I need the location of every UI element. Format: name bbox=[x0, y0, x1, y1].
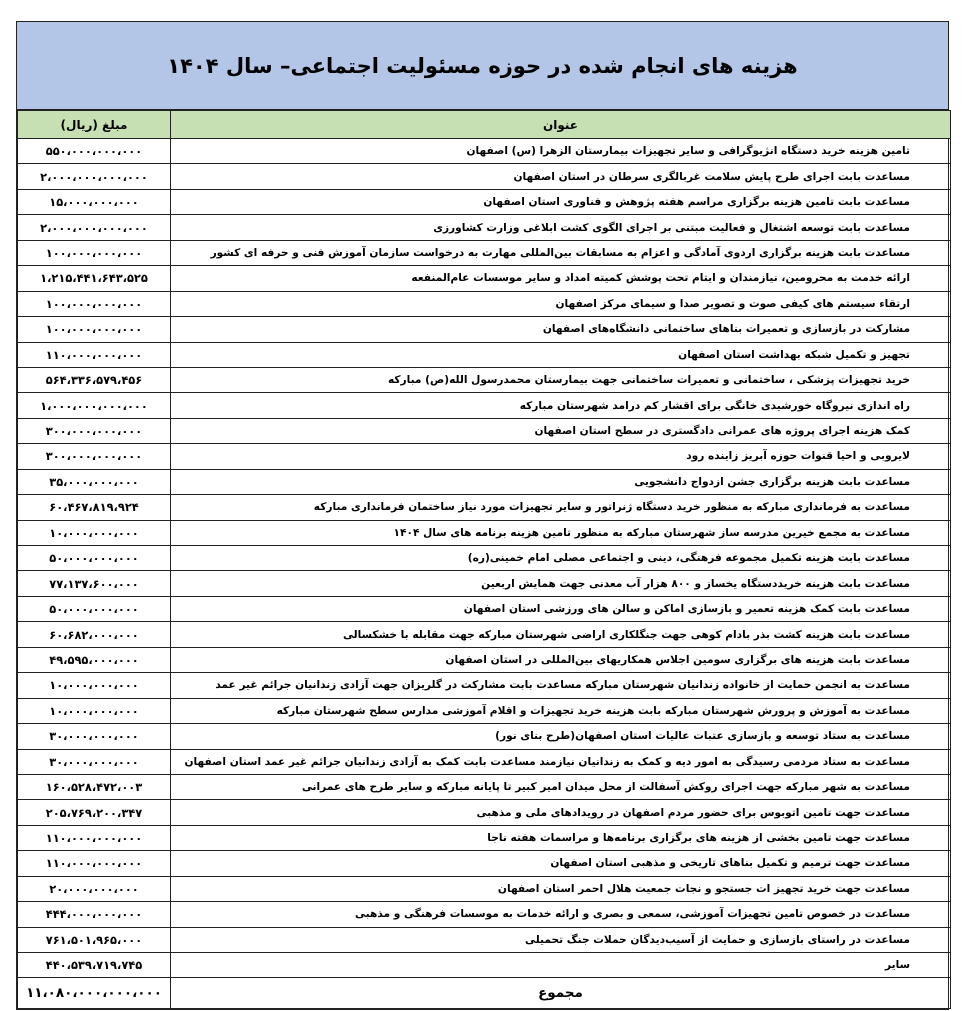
row-amount: ۶۰،۶۸۲،۰۰۰،۰۰۰ bbox=[18, 622, 171, 647]
row-amount: ۲،۰۰۰،۰۰۰،۰۰۰،۰۰۰ bbox=[18, 164, 171, 189]
row-title: مشارکت در بازسازی و تعمیرات بناهای ساختمانی دانشگاه‌های اصفهان bbox=[171, 317, 951, 342]
row-title: خرید تجهیزات پزشکی ، ساختمانی و تعمیرات ساختمانی جهت بیمارستان محمدرسول الله(ص) مبارکه bbox=[171, 367, 951, 392]
row-amount: ۲،۰۰۰،۰۰۰،۰۰۰،۰۰۰ bbox=[18, 215, 171, 240]
row-amount: ۴۹،۵۹۵،۰۰۰،۰۰۰ bbox=[18, 647, 171, 672]
table-row bbox=[18, 367, 951, 392]
row-title: مساعدت بابت هزینه کشت بذر بادام کوهی جهت جنگلکاری اراضی شهرستان مبارکه جهت مقابله با خشکسالی bbox=[171, 622, 951, 647]
table-row bbox=[18, 698, 951, 723]
row-title: راه اندازی نیروگاه خورشیدی خانگی برای اقشار کم درامد شهرستان مبارکه bbox=[171, 393, 951, 418]
table-row bbox=[18, 622, 951, 647]
row-amount: ۳۵،۰۰۰،۰۰۰،۰۰۰ bbox=[18, 469, 171, 494]
row-amount: ۱۰۰،۰۰۰،۰۰۰،۰۰۰ bbox=[18, 240, 171, 265]
row-amount: ۱۰۰،۰۰۰،۰۰۰،۰۰۰ bbox=[18, 291, 171, 316]
table-row bbox=[18, 469, 951, 494]
table-body bbox=[18, 139, 951, 978]
row-title: مساعدت به شهر مبارکه جهت اجرای روکش آسفالت از محل میدان امیر کبیر تا پایانه مبارکه و سایر طرح های عمرانی bbox=[171, 774, 951, 799]
row-amount: ۳۰،۰۰۰،۰۰۰،۰۰۰ bbox=[18, 749, 171, 774]
row-amount: ۱۰،۰۰۰،۰۰۰،۰۰۰ bbox=[18, 520, 171, 545]
table-row bbox=[18, 774, 951, 799]
row-amount: ۴۴۰،۵۳۹،۷۱۹،۷۴۵ bbox=[18, 953, 171, 978]
row-title: مساعدت بابت هزینه برگزاری جشن ازدواج دانشجویی bbox=[171, 469, 951, 494]
column-header-amount: مبلغ (ریال) bbox=[18, 111, 171, 139]
row-title: مساعدت بابت تامین هزینه برگزاری مراسم هفته پژوهش و فناوری استان اصفهان bbox=[171, 189, 951, 214]
row-amount: ۱۰۰،۰۰۰،۰۰۰،۰۰۰ bbox=[18, 317, 171, 342]
table-row bbox=[18, 393, 951, 418]
row-title: مساعدت بابت هزینه خریددستگاه یخساز و ۸۰۰ هزار آب معدنی جهت همایش اربعین bbox=[171, 571, 951, 596]
row-amount: ۷۶۱،۵۰۱،۹۶۵،۰۰۰ bbox=[18, 927, 171, 952]
row-amount: ۱۰،۰۰۰،۰۰۰،۰۰۰ bbox=[18, 698, 171, 723]
row-title: مساعدت بابت هزینه تکمیل مجموعه فرهنگی، دینی و اجتماعی مصلی امام خمینی(ره) bbox=[171, 546, 951, 571]
row-title: مساعدت بابت کمک هزینه تعمیر و بازسازی اماکن و سالن های ورزشی استان اصفهان bbox=[171, 596, 951, 621]
row-title: مساعدت جهت خرید تجهیز ات جستجو و نجات جمعیت هلال احمر استان اصفهان bbox=[171, 876, 951, 901]
row-amount: ۷۷،۱۳۷،۶۰۰،۰۰۰ bbox=[18, 571, 171, 596]
row-title: مساعدت به فرمانداری مبارکه به منظور خرید دستگاه ژنراتور و سایر تجهیزات مورد نیاز ساختمان فرمانداری مبارکه bbox=[171, 495, 951, 520]
row-amount: ۵۰،۰۰۰،۰۰۰،۰۰۰ bbox=[18, 546, 171, 571]
table-row bbox=[18, 342, 951, 367]
table-row bbox=[18, 800, 951, 825]
row-amount: ۱۱۰،۰۰۰،۰۰۰،۰۰۰ bbox=[18, 342, 171, 367]
row-title: سایر bbox=[171, 953, 951, 978]
row-amount: ۳۰۰،۰۰۰،۰۰۰،۰۰۰ bbox=[18, 418, 171, 443]
table-row bbox=[18, 139, 951, 164]
row-title: ارتقاء سیستم های کیفی صوت و تصویر صدا و سیمای مرکز اصفهان bbox=[171, 291, 951, 316]
row-amount: ۳۰۰،۰۰۰،۰۰۰،۰۰۰ bbox=[18, 444, 171, 469]
table-row bbox=[18, 444, 951, 469]
row-title: تامین هزینه خرید دستگاه انژیوگرافی و سایر تجهیزات بیمارستان الزهرا (س) اصفهان bbox=[171, 139, 951, 164]
row-amount: ۱۶۰،۵۲۸،۴۷۲،۰۰۳ bbox=[18, 774, 171, 799]
row-title: مساعدت در راستای بازسازی و حمایت از آسیب‌دیدگان حملات جنگ تحمیلی bbox=[171, 927, 951, 952]
row-amount: ۱۱۰،۰۰۰،۰۰۰،۰۰۰ bbox=[18, 825, 171, 850]
table-row bbox=[18, 673, 951, 698]
row-amount: ۲۰،۰۰۰،۰۰۰،۰۰۰ bbox=[18, 876, 171, 901]
table-row bbox=[18, 825, 951, 850]
row-amount: ۱۱۰،۰۰۰،۰۰۰،۰۰۰ bbox=[18, 851, 171, 876]
table-row bbox=[18, 215, 951, 240]
row-title: لایروبی و احیا قنوات حوزه آبریز زاینده رود bbox=[171, 444, 951, 469]
row-amount: ۵۰،۰۰۰،۰۰۰،۰۰۰ bbox=[18, 596, 171, 621]
table-row bbox=[18, 266, 951, 291]
row-title: مساعدت به ستاد توسعه و بازسازی عتبات عالیات استان اصفهان(طرح بنای نور) bbox=[171, 724, 951, 749]
row-title: مساعدت بابت توسعه اشتغال و فعالیت مبتنی بر اجرای الگوی کشت ابلاغی وزارت کشاورزی bbox=[171, 215, 951, 240]
row-title: مساعدت به ستاد مردمی رسیدگی به امور دیه و کمک به زندانیان نیازمند مساعدت بابت کمک به آزادی زندانیان جرائم غیر عمد استان اصفهان bbox=[171, 749, 951, 774]
row-title: مساعدت به انجمن حمایت از خانواده زندانیان شهرستان مبارکه مساعدت بابت مشارکت در گلریزان جهت آزادی زندانیان جرائم غیر عمد bbox=[171, 673, 951, 698]
row-title: مساعدت به مجمع خیرین مدرسه ساز شهرستان مبارکه به منظور تامین هزینه برنامه های سال ۱۴۰۴ bbox=[171, 520, 951, 545]
row-amount: ۲۰۵،۷۶۹،۲۰۰،۳۴۷ bbox=[18, 800, 171, 825]
row-title: مساعدت به آموزش و پرورش شهرستان مبارکه بابت هزینه خرید تجهیزات و اقلام آموزشی مدارس سطح شهرستان مبارکه bbox=[171, 698, 951, 723]
row-amount: ۳۰،۰۰۰،۰۰۰،۰۰۰ bbox=[18, 724, 171, 749]
table-row bbox=[18, 418, 951, 443]
expenses-sheet bbox=[16, 21, 949, 1010]
row-amount: ۶۰،۴۶۷،۸۱۹،۹۲۴ bbox=[18, 495, 171, 520]
expenses-table bbox=[17, 110, 951, 1009]
table-row bbox=[18, 495, 951, 520]
table-row bbox=[18, 317, 951, 342]
row-title: کمک هزینه اجرای پروژه های عمرانی دادگستری در سطح استان اصفهان bbox=[171, 418, 951, 443]
row-title: ارائه خدمت به محرومین، نیازمندان و ایتام تحت پوشش کمیته امداد و سایر موسسات عام‌المنفعه bbox=[171, 266, 951, 291]
total-row bbox=[18, 978, 951, 1009]
table-header-row bbox=[18, 111, 951, 139]
row-amount: ۱۵،۰۰۰،۰۰۰،۰۰۰ bbox=[18, 189, 171, 214]
row-title: مساعدت جهت تامین اتوبوس برای حضور مردم اصفهان در رویدادهای ملی و مذهبی bbox=[171, 800, 951, 825]
table-row bbox=[18, 902, 951, 927]
table-row bbox=[18, 749, 951, 774]
column-header-title: عنوان bbox=[171, 111, 951, 139]
table-row bbox=[18, 240, 951, 265]
table-row bbox=[18, 876, 951, 901]
table-row bbox=[18, 520, 951, 545]
total-label: مجموع bbox=[171, 978, 951, 1009]
row-amount: ۴۴۴،۰۰۰،۰۰۰،۰۰۰ bbox=[18, 902, 171, 927]
table-row bbox=[18, 546, 951, 571]
row-title: مساعدت بابت هزینه های برگزاری سومین اجلاس همکاریهای بین‌المللی در استان اصفهان bbox=[171, 647, 951, 672]
row-amount: ۵۶۴،۳۳۶،۵۷۹،۴۵۶ bbox=[18, 367, 171, 392]
row-title: مساعدت جهت تامین بخشی از هزینه های برگزاری برنامه‌ها و مراسمات هفته ناجا bbox=[171, 825, 951, 850]
row-amount: ۱،۲۱۵،۴۴۱،۶۴۳،۵۲۵ bbox=[18, 266, 171, 291]
table-row bbox=[18, 953, 951, 978]
table-row bbox=[18, 189, 951, 214]
table-row bbox=[18, 724, 951, 749]
row-amount: ۱،۰۰۰،۰۰۰،۰۰۰،۰۰۰ bbox=[18, 393, 171, 418]
row-title: تجهیز و تکمیل شبکه بهداشت استان اصفهان bbox=[171, 342, 951, 367]
table-row bbox=[18, 291, 951, 316]
row-title: مساعدت در خصوص تامین تجهیزات آموزشی، سمعی و بصری و ارائه خدمات به موسسات فرهنگی و مذهبی bbox=[171, 902, 951, 927]
row-amount: ۱۰،۰۰۰،۰۰۰،۰۰۰ bbox=[18, 673, 171, 698]
table-row bbox=[18, 571, 951, 596]
total-amount: ۱۱،۰۸۰،۰۰۰،۰۰۰،۰۰۰ bbox=[18, 978, 171, 1009]
row-title: مساعدت بابت هزینه برگزاری اردوی آمادگی و اعزام به مسابقات بین‌المللی مهارت به درخواست سازمان آموزش فنی و حرفه ای کشور bbox=[171, 240, 951, 265]
row-amount: ۵۵۰،۰۰۰،۰۰۰،۰۰۰ bbox=[18, 139, 171, 164]
row-title: مساعدت بابت اجرای طرح پایش سلامت غربالگری سرطان در استان اصفهان bbox=[171, 164, 951, 189]
sheet-title: هزینه های انجام شده در حوزه مسئولیت اجتماعی– سال ۱۴۰۴ bbox=[17, 22, 948, 110]
table-row bbox=[18, 596, 951, 621]
table-row bbox=[18, 851, 951, 876]
table-row bbox=[18, 927, 951, 952]
row-title: مساعدت جهت ترمیم و تکمیل بناهای تاریخی و مذهبی استان اصفهان bbox=[171, 851, 951, 876]
table-row bbox=[18, 164, 951, 189]
table-row bbox=[18, 647, 951, 672]
